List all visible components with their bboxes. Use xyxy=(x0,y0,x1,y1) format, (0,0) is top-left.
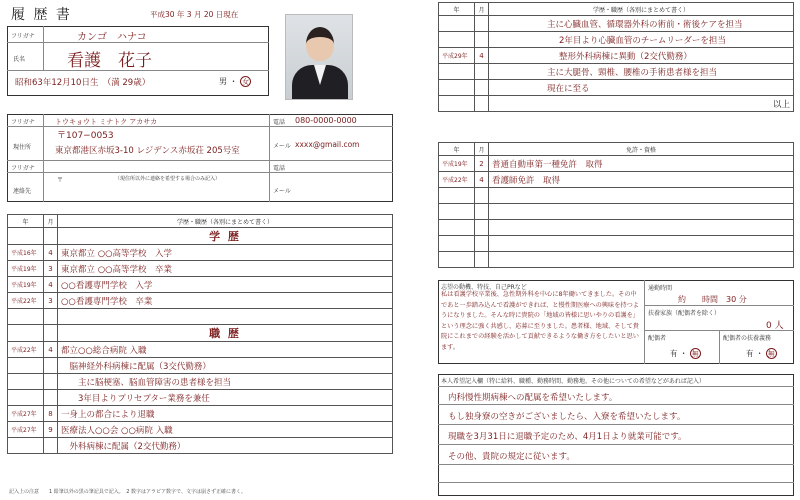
phone-label: 電話 xyxy=(273,119,286,126)
wish-line: もし独身寮の空きがございましたら、入寮を希望いたします。 xyxy=(448,412,686,422)
education-title: 学 歴 xyxy=(58,228,393,245)
wish-line: その他、貴院の規定に従います。 xyxy=(448,452,575,462)
table-row: 平成19年 2 普通自動車第一種免許 取得 xyxy=(439,156,794,172)
table-row: 3年目よりプリセプター業務を兼任 xyxy=(8,390,393,406)
table-row: 平成22年 4 看護師免許 取得 xyxy=(439,172,794,188)
table-row: 平成27年 8 一身上の都合により退職 xyxy=(8,406,393,422)
table-row: 平成16年 4 東京都立 ○○高等学校 入学 xyxy=(8,245,393,261)
history-continued-table xyxy=(438,2,794,112)
address-label: 現住所 xyxy=(13,144,32,151)
mail-label: メール xyxy=(273,143,291,150)
resume-date: 平成30 年 3 月 20 日現在 xyxy=(150,10,239,19)
spouse-support-selected: 無 xyxy=(767,350,775,358)
contact-note: （現住所以外に連絡を希望する場合のみ記入） xyxy=(115,176,221,182)
wish-line: 内科慢性期病棟への配属を希望いたします。 xyxy=(448,393,618,403)
gender-selected: 女 xyxy=(242,78,250,86)
col-year: 年 xyxy=(8,215,44,228)
contact-furigana-label: フリガナ xyxy=(11,165,35,172)
col-month: 月 xyxy=(475,3,489,16)
table-row: 平成19年 3 東京都立 ○○高等学校 卒業 xyxy=(8,261,393,277)
spouse-value xyxy=(670,348,701,359)
address-value: 東京都港区赤坂3-10 レジデンス赤坂荘 205号室 xyxy=(55,146,240,156)
wishes-label: 本人希望記入欄（特に給料、職種、勤務時間、勤務地、その他についての希望などがあれば記入） xyxy=(441,378,705,385)
spouse-support-value xyxy=(746,348,777,359)
table-row: 平成27年 9 医療法人○○会 ○○病院 入職 xyxy=(8,422,393,438)
name-furigana: カンゴ ハナコ xyxy=(77,32,147,43)
spouse-support-yes: 有 ・ xyxy=(746,349,764,358)
postal-code: 〒107−0053 xyxy=(57,131,114,141)
phone-value: 080-0000-0000 xyxy=(295,116,357,125)
license-table xyxy=(438,142,794,268)
education-work-table xyxy=(7,214,393,454)
table-row: 2年目より心臓血管のチームリーダーを担当 xyxy=(439,32,794,48)
contact-phone-label: 電話 xyxy=(273,165,286,172)
contact-postal: 〒 xyxy=(57,177,64,184)
address-furigana-label: フリガナ xyxy=(11,119,35,126)
table-row: 脳神経外科病棟に配属（3交代勤務） xyxy=(8,358,393,374)
name-label: 氏名 xyxy=(13,56,26,63)
birth-date: 昭和63年12月10日生 （満 29歳） xyxy=(15,78,151,88)
col-content: 学歴・職歴（各別にまとめて書く） xyxy=(58,215,393,228)
table-row: 現在に至る xyxy=(439,80,794,96)
commute-value: 約 時間 30 分 xyxy=(678,295,747,304)
gender-male: 男 ・ xyxy=(219,77,238,86)
mail-value: xxxx@gmail.com xyxy=(295,140,360,149)
motivation-label: 志望の動機、特技、自己PRなど xyxy=(441,284,527,291)
dependents-value: 0 人 xyxy=(766,321,784,331)
photo-head xyxy=(306,27,334,61)
dependents-label: 扶養家族（配偶者を除く） xyxy=(648,310,721,317)
contact-mail-label: メール xyxy=(273,188,291,195)
table-row: 平成22年 3 ○○看護専門学校 卒業 xyxy=(8,293,393,309)
col-month: 月 xyxy=(475,143,489,156)
name-value: 看護 花子 xyxy=(67,51,152,71)
col-year: 年 xyxy=(439,143,475,156)
col-month: 月 xyxy=(44,215,58,228)
table-row: 外科病棟に配属（2交代勤務） xyxy=(8,438,393,454)
spouse-selected: 無 xyxy=(691,350,699,358)
table-row: 平成22年 4 都立○○総合病院 入職 xyxy=(8,342,393,358)
wish-line: 現職を3月31日に退職予定のため、4月1日より就業可能です。 xyxy=(448,432,687,442)
table-row: 主に心臓血管、循環器外科の術前・術後ケアを担当 xyxy=(439,16,794,32)
table-row: 平成19年 4 ○○看護専門学校 入学 xyxy=(8,277,393,293)
address-furigana: トウキョウト ミナトク アカサカ xyxy=(55,118,158,126)
table-row: 主に大腿骨、頸椎、腰椎の手術患者様を担当 xyxy=(439,64,794,80)
spouse-label: 配偶者 xyxy=(648,335,667,342)
resume-title: 履 歴 書 xyxy=(11,7,72,23)
col-content: 学歴・職歴（各別にまとめて書く） xyxy=(489,3,794,16)
contact-label: 連絡先 xyxy=(13,188,32,195)
commute-label: 通勤時間 xyxy=(648,285,673,292)
spouse-yes: 有 ・ xyxy=(670,349,688,358)
furigana-label: フリガナ xyxy=(11,33,35,40)
table-row: 平成29年 4 整形外科病棟に異動（2交代勤務） xyxy=(439,48,794,64)
table-row: 主に脳梗塞、脳血管障害の患者様を担当 xyxy=(8,374,393,390)
motivation-text: 私は看護学校卒業後、急性期外科を中心に8年働いてきました。その中であと一歩踏み込んで看護ができれば、と慢性期医療への興味を持つようになりました。そんな時に貴院の「地域の皆様に思いやりの看護を」という理念に強く共感し、応募に至りました。患者様、地域、そして貴院にこれまでの経験を活かして貢献できるような働き方をしたいと思います。 xyxy=(441,291,639,351)
spouse-support-label: 配偶者の扶養義務 xyxy=(723,335,772,342)
table-row: 以上 xyxy=(439,96,794,112)
footer-note: 記入上の注意 1 鉛筆以外の黒の筆記具で記入。 2 数字はアラビア数字で、文字は崩さず正確に書く。 xyxy=(9,489,246,495)
gender xyxy=(219,76,251,87)
col-content: 免許・資格 xyxy=(489,143,794,156)
col-year: 年 xyxy=(439,3,475,16)
id-photo xyxy=(285,14,353,100)
work-title: 職 歴 xyxy=(58,325,393,342)
